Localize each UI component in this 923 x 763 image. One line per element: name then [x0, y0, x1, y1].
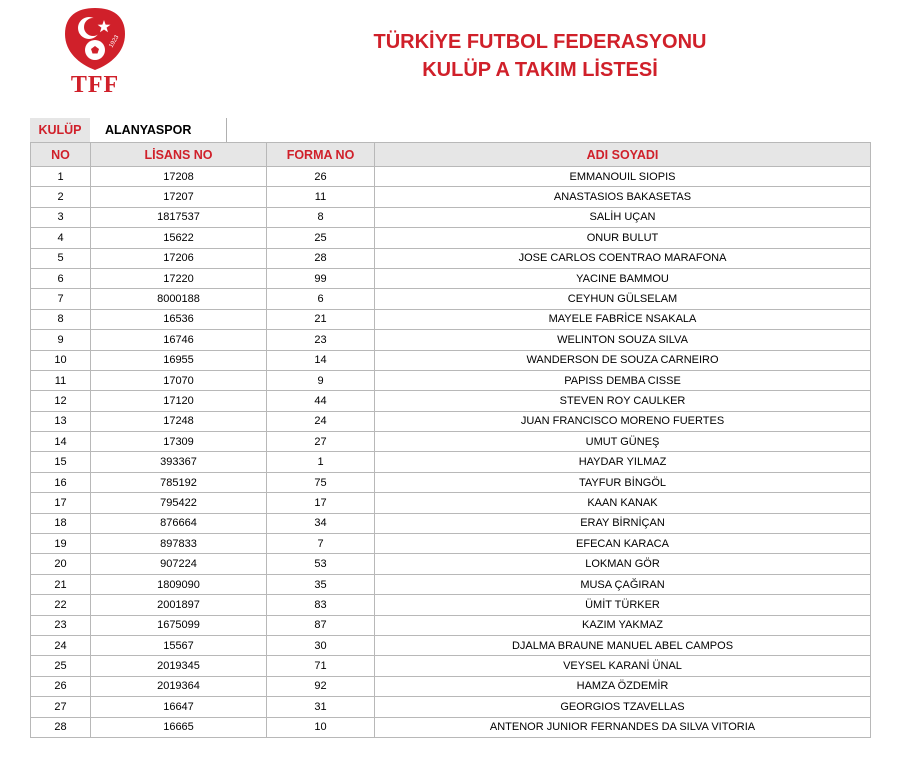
jersey-no: 53 — [267, 554, 375, 574]
license-no: 17206 — [91, 248, 267, 268]
table-row — [31, 391, 871, 411]
table-row — [31, 574, 871, 594]
jersey-no: 92 — [267, 676, 375, 696]
club-name: ALANYASPOR — [90, 118, 227, 142]
jersey-no: 34 — [267, 513, 375, 533]
jersey-no: 26 — [267, 167, 375, 187]
player-name: HAMZA ÖZDEMİR — [375, 676, 871, 696]
jersey-no: 10 — [267, 717, 375, 737]
player-name: MAYELE FABRİCE NSAKALA — [375, 309, 871, 329]
row-no: 25 — [31, 656, 91, 676]
player-name: YACINE BAMMOU — [375, 268, 871, 288]
player-name: EFECAN KARACA — [375, 534, 871, 554]
table-row — [31, 309, 871, 329]
player-name: VEYSEL KARANİ ÜNAL — [375, 656, 871, 676]
row-no: 18 — [31, 513, 91, 533]
jersey-no: 87 — [267, 615, 375, 635]
player-name: TAYFUR BİNGÖL — [375, 472, 871, 492]
table-row — [31, 432, 871, 452]
row-no: 6 — [31, 268, 91, 288]
jersey-no: 30 — [267, 635, 375, 655]
col-header-license-no: LİSANS NO — [91, 143, 267, 167]
table-row — [31, 411, 871, 431]
row-no: 20 — [31, 554, 91, 574]
license-no: 15567 — [91, 635, 267, 655]
table-row — [31, 228, 871, 248]
row-no: 5 — [31, 248, 91, 268]
jersey-no: 11 — [267, 187, 375, 207]
row-no: 28 — [31, 717, 91, 737]
license-no: 17309 — [91, 432, 267, 452]
table-row — [31, 615, 871, 635]
row-no: 13 — [31, 411, 91, 431]
row-no: 15 — [31, 452, 91, 472]
jersey-no: 44 — [267, 391, 375, 411]
table-row — [31, 187, 871, 207]
player-name: ANTENOR JUNIOR FERNANDES DA SILVA VITORIA — [375, 717, 871, 737]
tff-logo — [55, 6, 135, 98]
row-no: 10 — [31, 350, 91, 370]
jersey-no: 24 — [267, 411, 375, 431]
player-name: MUSA ÇAĞIRAN — [375, 574, 871, 594]
jersey-no: 21 — [267, 309, 375, 329]
player-name: LOKMAN GÖR — [375, 554, 871, 574]
row-no: 26 — [31, 676, 91, 696]
jersey-no: 35 — [267, 574, 375, 594]
license-no: 2019345 — [91, 656, 267, 676]
player-name: ÜMİT TÜRKER — [375, 595, 871, 615]
jersey-no: 25 — [267, 228, 375, 248]
player-name: UMUT GÜNEŞ — [375, 432, 871, 452]
player-name: ERAY BİRNİÇAN — [375, 513, 871, 533]
table-row — [31, 595, 871, 615]
table-row — [31, 289, 871, 309]
row-no: 23 — [31, 615, 91, 635]
license-no: 16746 — [91, 330, 267, 350]
jersey-no: 8 — [267, 207, 375, 227]
col-header-full-name: ADI SOYADI — [375, 143, 871, 167]
license-no: 2001897 — [91, 595, 267, 615]
license-no: 16536 — [91, 309, 267, 329]
license-no: 785192 — [91, 472, 267, 492]
table-row — [31, 207, 871, 227]
license-no: 17220 — [91, 268, 267, 288]
player-name: WELINTON SOUZA SILVA — [375, 330, 871, 350]
table-row — [31, 167, 871, 187]
jersey-no: 83 — [267, 595, 375, 615]
license-no: 1809090 — [91, 574, 267, 594]
table-row — [31, 513, 871, 533]
row-no: 2 — [31, 187, 91, 207]
table-row — [31, 697, 871, 717]
table-row — [31, 656, 871, 676]
row-no: 21 — [31, 574, 91, 594]
jersey-no: 27 — [267, 432, 375, 452]
license-no: 17207 — [91, 187, 267, 207]
table-header-row — [31, 143, 871, 167]
table-row — [31, 330, 871, 350]
row-no: 24 — [31, 635, 91, 655]
license-no: 876664 — [91, 513, 267, 533]
license-no: 17248 — [91, 411, 267, 431]
player-name: JUAN FRANCISCO MORENO FUERTES — [375, 411, 871, 431]
jersey-no: 17 — [267, 493, 375, 513]
license-no: 16647 — [91, 697, 267, 717]
row-no: 22 — [31, 595, 91, 615]
title-line-1: TÜRKİYE FUTBOL FEDERASYONU — [373, 31, 707, 53]
jersey-no: 7 — [267, 534, 375, 554]
license-no: 17120 — [91, 391, 267, 411]
license-no: 16955 — [91, 350, 267, 370]
tff-crest-icon — [55, 6, 135, 72]
license-no: 8000188 — [91, 289, 267, 309]
table-row — [31, 248, 871, 268]
table-row — [31, 268, 871, 288]
row-no: 4 — [31, 228, 91, 248]
player-name: WANDERSON DE SOUZA CARNEIRO — [375, 350, 871, 370]
col-header-jersey-no: FORMA NO — [267, 143, 375, 167]
player-name: ANASTASIOS BAKASETAS — [375, 187, 871, 207]
table-row — [31, 676, 871, 696]
license-no: 1817537 — [91, 207, 267, 227]
player-name: HAYDAR YILMAZ — [375, 452, 871, 472]
table-row — [31, 534, 871, 554]
jersey-no: 14 — [267, 350, 375, 370]
player-name: PAPISS DEMBA CISSE — [375, 370, 871, 390]
logo-year: 1923 — [108, 34, 121, 49]
row-no: 8 — [31, 309, 91, 329]
player-name: STEVEN ROY CAULKER — [375, 391, 871, 411]
jersey-no: 23 — [267, 330, 375, 350]
row-no: 17 — [31, 493, 91, 513]
license-no: 897833 — [91, 534, 267, 554]
squad-table — [30, 142, 871, 738]
table-row — [31, 452, 871, 472]
player-name: KAAN KANAK — [375, 493, 871, 513]
player-name: SALİH UÇAN — [375, 207, 871, 227]
jersey-no: 99 — [267, 268, 375, 288]
license-no: 795422 — [91, 493, 267, 513]
page-title — [280, 28, 800, 84]
table-row — [31, 717, 871, 737]
table-row — [31, 554, 871, 574]
row-no: 3 — [31, 207, 91, 227]
jersey-no: 75 — [267, 472, 375, 492]
club-row — [30, 118, 227, 142]
license-no: 16665 — [91, 717, 267, 737]
jersey-no: 6 — [267, 289, 375, 309]
row-no: 16 — [31, 472, 91, 492]
row-no: 11 — [31, 370, 91, 390]
row-no: 27 — [31, 697, 91, 717]
row-no: 12 — [31, 391, 91, 411]
row-no: 9 — [31, 330, 91, 350]
player-name: JOSE CARLOS COENTRAO MARAFONA — [375, 248, 871, 268]
player-name: EMMANOUIL SIOPIS — [375, 167, 871, 187]
player-name: ONUR BULUT — [375, 228, 871, 248]
table-row — [31, 350, 871, 370]
table-row — [31, 472, 871, 492]
player-name: CEYHUN GÜLSELAM — [375, 289, 871, 309]
jersey-no: 9 — [267, 370, 375, 390]
jersey-no: 31 — [267, 697, 375, 717]
player-name: GEORGIOS TZAVELLAS — [375, 697, 871, 717]
player-name: KAZIM YAKMAZ — [375, 615, 871, 635]
logo-abbr: TFF — [70, 72, 120, 98]
license-no: 2019364 — [91, 676, 267, 696]
player-name: DJALMA BRAUNE MANUEL ABEL CAMPOS — [375, 635, 871, 655]
row-no: 1 — [31, 167, 91, 187]
table-row — [31, 493, 871, 513]
jersey-no: 71 — [267, 656, 375, 676]
license-no: 1675099 — [91, 615, 267, 635]
club-label: KULÜP — [30, 118, 90, 142]
license-no: 907224 — [91, 554, 267, 574]
table-row — [31, 635, 871, 655]
row-no: 14 — [31, 432, 91, 452]
license-no: 17070 — [91, 370, 267, 390]
title-line-2: KULÜP A TAKIM LİSTESİ — [422, 59, 658, 81]
col-header-no: NO — [31, 143, 91, 167]
table-row — [31, 370, 871, 390]
license-no: 15622 — [91, 228, 267, 248]
row-no: 7 — [31, 289, 91, 309]
jersey-no: 1 — [267, 452, 375, 472]
license-no: 17208 — [91, 167, 267, 187]
license-no: 393367 — [91, 452, 267, 472]
row-no: 19 — [31, 534, 91, 554]
jersey-no: 28 — [267, 248, 375, 268]
